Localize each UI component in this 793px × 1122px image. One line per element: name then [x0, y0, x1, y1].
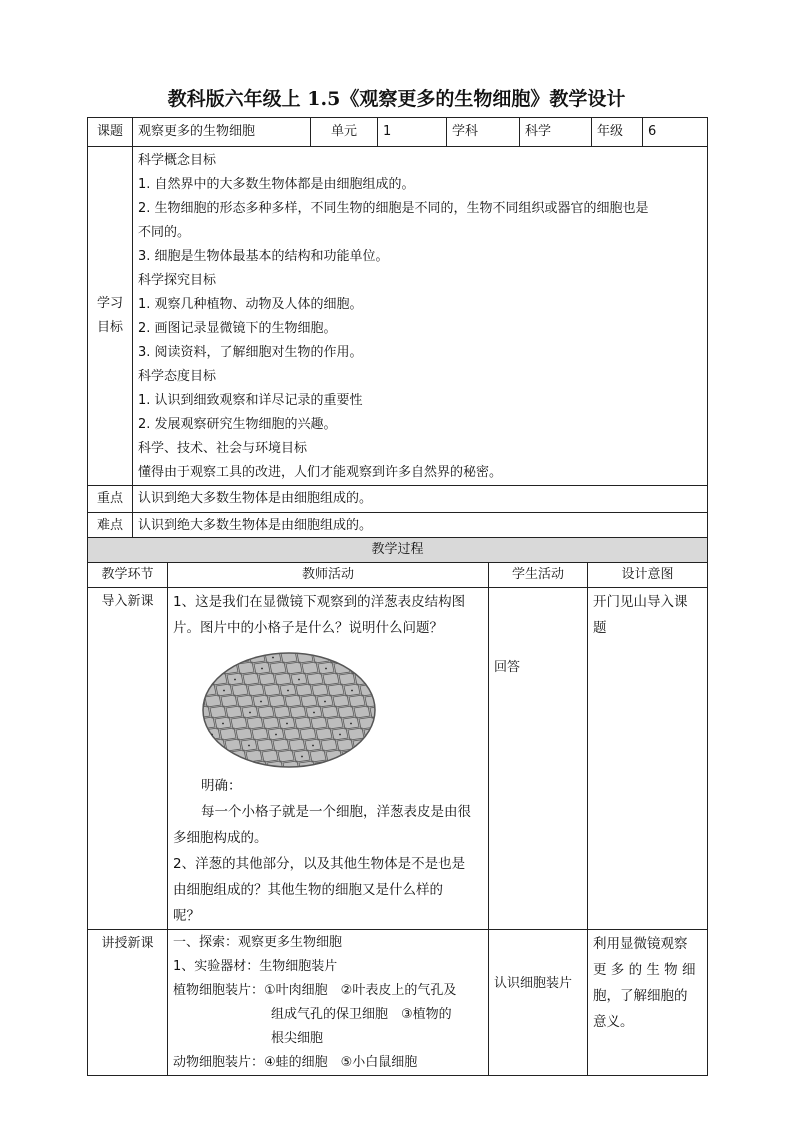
- goal-line: 2. 画图记录显微镜下的生物细胞。: [138, 321, 337, 336]
- cell-outline: [201, 662, 206, 674]
- cell-nucleus: [324, 701, 326, 703]
- cell-outline: [228, 651, 244, 652]
- goals-label-line: 学习: [96, 296, 123, 311]
- onion-epidermis-image: [201, 651, 377, 769]
- cell-outline: [361, 651, 377, 663]
- goals-content: [133, 147, 708, 486]
- header-stage: 教学环节: [88, 563, 168, 588]
- goal-line: 2. 发展观察研究生物细胞的兴趣。: [138, 417, 337, 432]
- focus-label: 重点: [88, 486, 133, 513]
- cell-outline: [374, 750, 377, 762]
- cell-nucleus: [312, 745, 314, 747]
- goal-line: 科学、技术、社会与环境目标: [138, 441, 308, 456]
- intro-student-activity: 回答: [489, 588, 588, 930]
- cell-nucleus: [301, 756, 303, 758]
- info-table: [87, 117, 708, 540]
- cell-outline: [331, 761, 347, 769]
- cell-outline: [308, 651, 324, 652]
- intro-stage: 导入新课: [88, 588, 168, 930]
- lecture-student-activity: 认识细胞装片: [489, 930, 588, 1076]
- intent-line: 胞，了解细胞的: [593, 988, 688, 1004]
- cell-outline: [363, 761, 377, 769]
- cell-nucleus: [376, 745, 377, 747]
- cell-nucleus: [234, 679, 236, 681]
- difficulty-value: 认识到绝大多数生物体是由细胞组成的。: [133, 513, 708, 540]
- plant-slides-line: 根尖细胞: [271, 1031, 324, 1046]
- lecture-line: 一、探索：观察更多生物细胞: [173, 935, 343, 950]
- plant-slides-line: 组成气孔的保卫细胞 ③植物的: [271, 1007, 452, 1022]
- intent-line: 意义。: [593, 1014, 634, 1030]
- cell-outline: [375, 717, 377, 729]
- cell-outline: [203, 761, 219, 769]
- cell-nucleus: [298, 679, 300, 681]
- cell-outline: [356, 651, 372, 652]
- goal-line: 不同的。: [138, 225, 191, 240]
- subject-label: 学科: [447, 118, 520, 147]
- cell-outline: [376, 684, 377, 696]
- cell-nucleus: [272, 657, 274, 659]
- cell-outline: [292, 651, 308, 652]
- cell-outline: [358, 750, 374, 762]
- intent-line: 更 多 的 生 物 细: [593, 962, 696, 978]
- cell-nucleus: [222, 723, 224, 725]
- question-line: 由细胞组成的？其他生物的细胞又是什么样的: [173, 882, 443, 898]
- course-label: 课题: [88, 118, 133, 147]
- cell-outline: [366, 662, 377, 674]
- unit-value: 1: [378, 118, 447, 147]
- goal-line: 2. 生物细胞的形态多种多样，不同生物的细胞是不同的，生物不同组织或器官的细胞也是: [138, 201, 649, 216]
- cell-nucleus: [325, 668, 327, 670]
- intent-line: 题: [593, 620, 607, 636]
- goal-line: 3. 阅读资料，了解细胞对生物的作用。: [138, 345, 363, 360]
- cell-outline: [371, 673, 377, 685]
- cell-outline: [201, 651, 212, 652]
- goal-line: 1. 认识到细致观察和详尽记录的重要性: [138, 393, 363, 408]
- course-value: 观察更多的生物细胞: [133, 118, 311, 147]
- cell-nucleus: [336, 657, 338, 659]
- cell-outline: [201, 651, 217, 663]
- goal-line: 科学态度目标: [138, 369, 217, 384]
- cell-outline: [219, 761, 235, 769]
- cell-outline: [233, 651, 249, 663]
- cell-outline: [345, 651, 361, 663]
- difficulty-label: 难点: [88, 513, 133, 540]
- cell-outline: [206, 662, 222, 674]
- cell-outline: [214, 750, 230, 762]
- cell-outline: [235, 761, 251, 769]
- header-teacher: 教师活动: [168, 563, 489, 588]
- cell-outline: [201, 739, 209, 751]
- cell-nucleus: [286, 723, 288, 725]
- goal-line: 科学概念目标: [138, 153, 217, 168]
- lecture-teacher-activity: [168, 930, 489, 1076]
- unit-label: 单元: [311, 118, 378, 147]
- grade-label: 年级: [592, 118, 643, 147]
- goal-line: 1. 观察几种植物、动物及人体的细胞。: [138, 297, 363, 312]
- cell-outline: [201, 761, 203, 769]
- plant-slides-line: [173, 979, 483, 1003]
- cell-outline: [217, 651, 233, 663]
- cell-nucleus: [351, 690, 353, 692]
- cell-outline: [324, 651, 340, 652]
- cell-outline: [212, 651, 228, 652]
- cell-nucleus: [365, 756, 367, 758]
- goals-label: [88, 147, 133, 486]
- cell-nucleus: [350, 723, 352, 725]
- cell-nucleus: [313, 712, 315, 714]
- cell-nucleus: [338, 767, 340, 769]
- cell-nucleus: [210, 767, 212, 769]
- plant-slides-label: 植物细胞装片：: [173, 983, 265, 998]
- cell-nucleus: [223, 690, 225, 692]
- cell-outline: [347, 761, 363, 769]
- intro-line: 1、这是我们在显微镜下观察到的洋葱表皮结构图: [173, 594, 466, 610]
- cell-nucleus: [275, 734, 277, 736]
- cell-outline: [276, 651, 292, 652]
- goals-label-line: 目标: [96, 320, 123, 335]
- subject-value: 科学: [520, 118, 592, 147]
- cell-outline: [342, 750, 358, 762]
- cell-nucleus: [261, 668, 263, 670]
- grade-value: 6: [643, 118, 708, 147]
- intro-line: 片。图片中的小格子是什么？说明什么问题？: [173, 620, 443, 636]
- cell-outline: [201, 750, 214, 762]
- cell-outline: [372, 651, 377, 652]
- process-section-title: 教学过程: [88, 538, 708, 563]
- header-intent: 设计意图: [588, 563, 708, 588]
- lecture-intent: [588, 930, 708, 1076]
- intro-intent: [588, 588, 708, 930]
- question-line: 2、洋葱的其他部分，以及其他生物体是不是也是: [173, 856, 466, 872]
- intent-line: 利用显微镜观察: [593, 936, 688, 952]
- page-title: 教科版六年级上 1.5《观察更多的生物细胞》教学设计: [167, 88, 626, 110]
- answer-line: 每一个小格子就是一个细胞，洋葱表皮是由很: [201, 804, 471, 820]
- cell-outline: [244, 651, 260, 652]
- question-line: 呢？: [173, 908, 200, 924]
- cell-nucleus: [339, 734, 341, 736]
- intent-line: 开门见山导入课: [593, 594, 688, 610]
- cell-outline: [201, 728, 204, 740]
- cell-outline: [369, 739, 377, 751]
- cell-nucleus: [260, 701, 262, 703]
- lecture-line: 1、实验器材：生物细胞装片: [173, 959, 338, 974]
- cell-nucleus: [249, 712, 251, 714]
- plant-slides-text: ①叶肉细胞 ②叶表皮上的气孔及: [264, 983, 457, 998]
- goal-line: 1. 自然界中的大多数生物体都是由细胞组成的。: [138, 177, 415, 192]
- cell-nucleus: [248, 745, 250, 747]
- animal-slides-line: 动物细胞装片：④蛙的细胞 ⑤小白鼠细胞: [173, 1055, 418, 1070]
- answer-label: 明确：: [201, 778, 242, 794]
- intro-teacher-activity: [168, 588, 489, 930]
- focus-value: 认识到绝大多数生物体是由细胞组成的。: [133, 486, 708, 513]
- cell-outline: [260, 651, 276, 652]
- goal-line: 科学探究目标: [138, 273, 217, 288]
- goal-line: 懂得由于观察工具的改进，人们才能观察到许多自然界的秘密。: [138, 465, 503, 480]
- cell-outline: [201, 673, 211, 685]
- header-student: 学生活动: [489, 563, 588, 588]
- process-table: [87, 537, 708, 1076]
- lecture-stage: 讲授新课: [88, 930, 168, 1076]
- cell-nucleus: [208, 657, 210, 659]
- goal-line: 3. 细胞是生物体最基本的结构和功能单位。: [138, 249, 389, 264]
- cell-outline: [340, 651, 356, 652]
- answer-line: 多细胞构成的。: [173, 830, 268, 846]
- cell-nucleus: [287, 690, 289, 692]
